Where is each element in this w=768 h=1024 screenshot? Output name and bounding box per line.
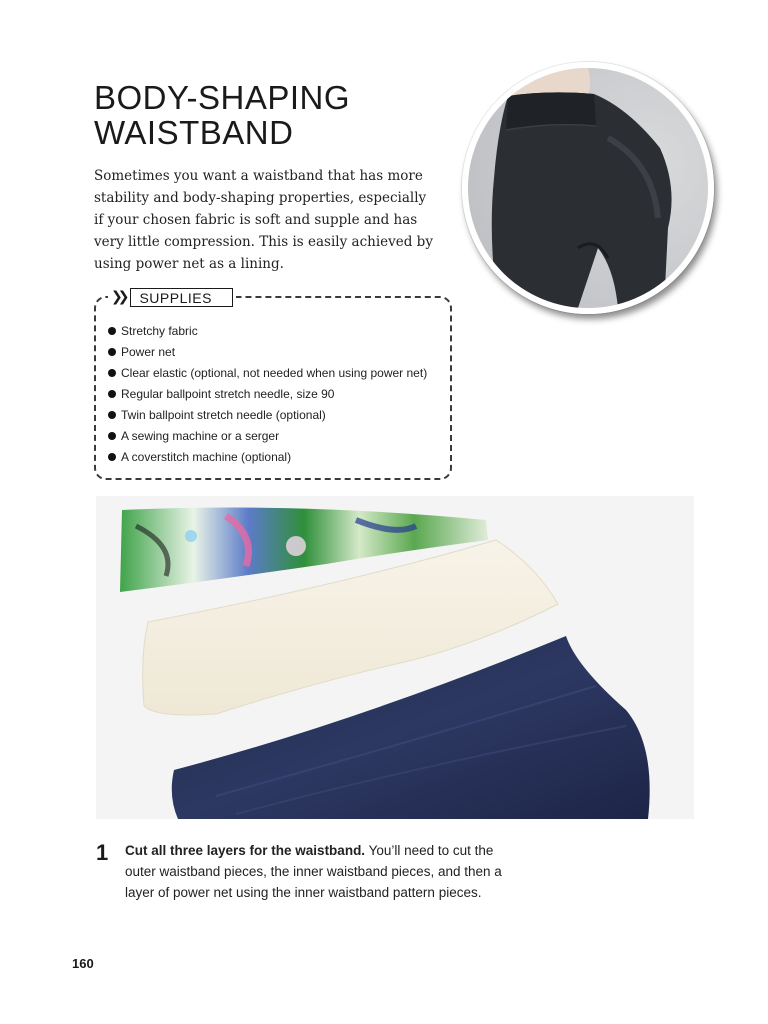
fabric-layers-photo (96, 496, 694, 819)
bullet-dot-icon (108, 390, 116, 398)
supply-text: Twin ballpoint stretch needle (optional) (121, 407, 326, 422)
supply-text: Stretchy fabric (121, 323, 198, 338)
page-title-line-2: WAISTBAND (94, 114, 294, 151)
page-title (94, 80, 350, 150)
step-number: 1 (96, 840, 109, 865)
double-chevron-right-icon: ❯❯ (111, 289, 125, 305)
list-item (108, 362, 427, 383)
list-item (108, 446, 427, 467)
supplies-header (108, 287, 236, 307)
supplies-box (94, 289, 452, 480)
supplies-list (108, 320, 427, 467)
leggings-waistband-photo (462, 62, 714, 314)
bullet-dot-icon (108, 432, 116, 440)
step-text (125, 840, 525, 903)
supply-text: Regular ballpoint stretch needle, size 90 (121, 386, 335, 401)
supplies-label: SUPPLIES (130, 288, 232, 307)
list-item (108, 404, 427, 425)
bullet-dot-icon (108, 348, 116, 356)
supply-text: A sewing machine or a serger (121, 428, 280, 443)
step-body: You’ll need to cut the outer waistband pieces, the inner waistband pieces, and then a layer of power net using the inner waistband pattern pieces. (125, 843, 502, 900)
supply-text: Power net (121, 344, 176, 359)
intro-paragraph: Sometimes you want a waistband that has more stability and body-shaping properties, especially if your chosen fabric is soft and supple and has very little compression. This is easily achieved by using power net as a lining. (94, 168, 433, 272)
list-item (108, 425, 427, 446)
step-heading: Cut all three layers for the waistband. (125, 843, 366, 858)
supply-text: Clear elastic (optional, not needed when using power net) (121, 365, 428, 380)
bullet-dot-icon (108, 369, 116, 377)
supply-text: A coverstitch machine (optional) (121, 449, 292, 464)
bullet-dot-icon (108, 453, 116, 461)
page-number: 160 (72, 956, 94, 971)
page-title-line-1: BODY-SHAPING (94, 79, 351, 116)
bullet-dot-icon (108, 327, 116, 335)
list-item (108, 341, 427, 362)
list-item (108, 383, 427, 404)
bullet-dot-icon (108, 411, 116, 419)
list-item (108, 320, 427, 341)
